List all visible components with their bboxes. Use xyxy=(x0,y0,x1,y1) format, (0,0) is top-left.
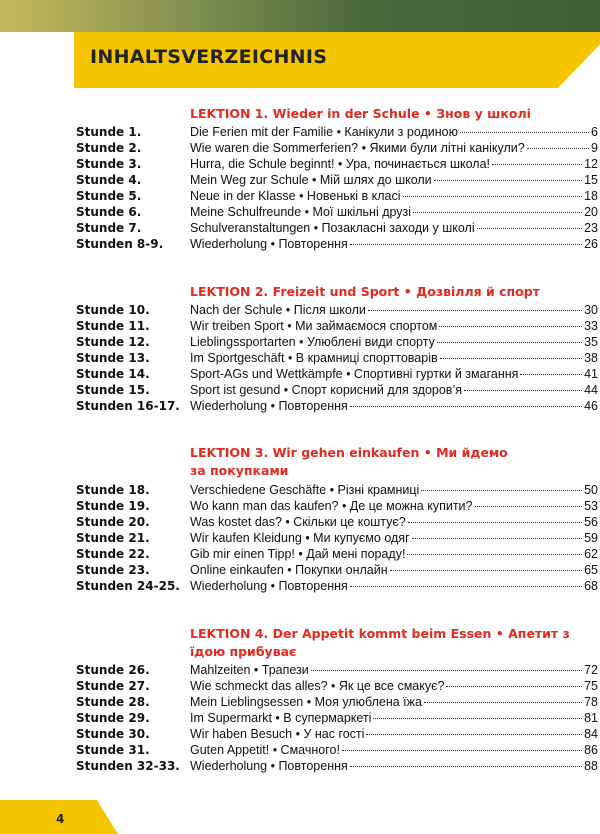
row-title: Mahlzeiten • Трапези xyxy=(190,663,309,677)
dot-leader xyxy=(413,212,582,213)
row-title: Wiederholung • Повторення xyxy=(190,759,348,773)
dot-leader xyxy=(350,406,582,407)
dot-leader xyxy=(366,734,582,735)
row-page: 65 xyxy=(584,563,598,577)
lesson-title: LEKTION 2. Freizeit und Sport • Дозвілля й спорт xyxy=(190,284,540,299)
row-page: 59 xyxy=(584,531,598,545)
row-label: Stunden 32-33. xyxy=(76,759,180,773)
row-title: Neue in der Klasse • Новенькі в класі xyxy=(190,189,401,203)
row-page: 88 xyxy=(584,759,598,773)
row-page: 38 xyxy=(584,351,598,365)
row-page: 68 xyxy=(584,579,598,593)
dot-leader xyxy=(477,228,582,229)
row-title: Sport ist gesund • Спорт корисний для здоров’я xyxy=(190,383,462,397)
row-label: Stunden 16-17. xyxy=(76,399,180,413)
toc-row[interactable] xyxy=(0,302,600,318)
toc-row[interactable] xyxy=(0,366,600,382)
row-title: Wir treiben Sport • Ми займаємося спортом xyxy=(190,319,438,333)
row-page: 12 xyxy=(584,157,598,171)
row-page: 75 xyxy=(584,679,598,693)
row-page: 56 xyxy=(584,515,598,529)
row-label: Stunden 24-25. xyxy=(76,579,180,593)
row-label: Stunde 22. xyxy=(76,547,150,561)
row-label: Stunde 21. xyxy=(76,531,150,545)
dot-leader xyxy=(373,718,582,719)
row-label: Stunde 15. xyxy=(76,383,150,397)
row-label: Stunde 20. xyxy=(76,515,150,529)
row-page: 50 xyxy=(584,483,598,497)
row-page: 53 xyxy=(584,499,598,513)
toc-row[interactable] xyxy=(0,204,600,220)
dot-leader xyxy=(475,506,583,507)
row-label: Stunde 30. xyxy=(76,727,150,741)
toc-row[interactable] xyxy=(0,140,600,156)
row-label: Stunde 10. xyxy=(76,303,150,317)
toc-row[interactable] xyxy=(0,188,600,204)
row-title: Schulveranstaltungen • Позакласні заходи у школі xyxy=(190,221,475,235)
row-page: 81 xyxy=(584,711,598,725)
toc-row[interactable] xyxy=(0,498,600,514)
row-title: Was kostet das? • Скільки це коштує? xyxy=(190,515,406,529)
dot-leader xyxy=(520,374,582,375)
dot-leader xyxy=(421,490,582,491)
dot-leader xyxy=(446,686,582,687)
toc-row[interactable] xyxy=(0,578,600,594)
dot-leader xyxy=(407,554,582,555)
toc-row[interactable] xyxy=(0,562,600,578)
row-label: Stunde 19. xyxy=(76,499,150,513)
row-page: 84 xyxy=(584,727,598,741)
row-title: Gib mir einen Tipp! • Дай мені пораду! xyxy=(190,547,406,561)
dot-leader xyxy=(412,538,582,539)
dot-leader xyxy=(390,570,582,571)
row-label: Stunde 2. xyxy=(76,141,142,155)
row-page: 18 xyxy=(584,189,598,203)
toc-row[interactable] xyxy=(0,678,600,694)
dot-leader xyxy=(311,670,582,671)
row-title: Wiederholung • Повторення xyxy=(190,399,348,413)
toc-row[interactable] xyxy=(0,172,600,188)
row-title: Mein Weg zur Schule • Мій шлях до школи xyxy=(190,173,432,187)
dot-leader xyxy=(527,148,589,149)
dot-leader xyxy=(350,586,582,587)
row-label: Stunde 1. xyxy=(76,125,142,139)
lesson-title: LEKTION 1. Wieder in der Schule • Знов у школі xyxy=(190,106,531,121)
toc-row[interactable] xyxy=(0,318,600,334)
dot-leader xyxy=(368,310,582,311)
row-page: 9 xyxy=(591,141,598,155)
row-title: Wiederholung • Повторення xyxy=(190,237,348,251)
row-label: Stunde 23. xyxy=(76,563,150,577)
toc-row[interactable] xyxy=(0,710,600,726)
toc-row[interactable] xyxy=(0,382,600,398)
row-label: Stunden 8-9. xyxy=(76,237,164,251)
dot-leader xyxy=(350,244,582,245)
row-page: 86 xyxy=(584,743,598,757)
lesson-title: LEKTION 4. Der Appetit kommt beim Essen • Апетит з їдою прибуває xyxy=(190,626,570,659)
toc-row[interactable] xyxy=(0,694,600,710)
header-band xyxy=(0,0,600,32)
toc-row[interactable] xyxy=(0,350,600,366)
row-page: 72 xyxy=(584,663,598,677)
row-label: Stunde 27. xyxy=(76,679,150,693)
row-title: Wir kaufen Kleidung • Ми купуємо одяг xyxy=(190,531,410,545)
row-title: Wie waren die Sommerferien? • Якими були літні канікули? xyxy=(190,141,525,155)
row-title: Lieblingssportarten • Улюблені види спорту xyxy=(190,335,435,349)
row-title: Im Sportgeschäft • В крамниці спорттоварів xyxy=(190,351,438,365)
row-label: Stunde 5. xyxy=(76,189,142,203)
toc-row[interactable] xyxy=(0,758,600,774)
row-title: Online einkaufen • Покупки онлайн xyxy=(190,563,388,577)
row-page: 46 xyxy=(584,399,598,413)
row-label: Stunde 28. xyxy=(76,695,150,709)
row-page: 15 xyxy=(584,173,598,187)
row-title: Wiederholung • Повторення xyxy=(190,579,348,593)
row-page: 41 xyxy=(584,367,598,381)
toc-row[interactable] xyxy=(0,530,600,546)
dot-leader xyxy=(342,750,582,751)
row-page: 62 xyxy=(584,547,598,561)
row-label: Stunde 13. xyxy=(76,351,150,365)
row-title: Hurra, die Schule beginnt! • Ура, починається школа! xyxy=(190,157,491,171)
page-title: INHALTSVERZEICHNIS xyxy=(90,46,328,68)
row-title: Guten Appetit! • Смачного! xyxy=(190,743,340,757)
row-title: Wo kann man das kaufen? • Де це можна купити? xyxy=(190,499,473,513)
toc-row[interactable] xyxy=(0,482,600,498)
dot-leader xyxy=(424,702,582,703)
row-label: Stunde 14. xyxy=(76,367,150,381)
toc-row[interactable] xyxy=(0,334,600,350)
toc-row[interactable] xyxy=(0,156,600,172)
row-title: Nach der Schule • Після школи xyxy=(190,303,366,317)
toc-row[interactable] xyxy=(0,124,600,140)
row-title: Verschiedene Geschäfte • Різні крамниці xyxy=(190,483,420,497)
row-page: 33 xyxy=(584,319,598,333)
toc-row[interactable] xyxy=(0,742,600,758)
toc-row[interactable] xyxy=(0,398,600,414)
row-label: Stunde 29. xyxy=(76,711,150,725)
row-page: 78 xyxy=(584,695,598,709)
row-title: Im Supermarkt • В супермаркеті xyxy=(190,711,372,725)
dot-leader xyxy=(439,326,582,327)
row-page: 23 xyxy=(584,221,598,235)
dot-leader xyxy=(403,196,583,197)
toc-row[interactable] xyxy=(0,236,600,252)
page-number: 4 xyxy=(56,812,65,826)
toc-row[interactable] xyxy=(0,514,600,530)
dot-leader xyxy=(437,342,582,343)
toc-row[interactable] xyxy=(0,546,600,562)
dot-leader xyxy=(350,766,582,767)
dot-leader xyxy=(440,358,582,359)
row-page: 6 xyxy=(591,125,598,139)
dot-leader xyxy=(492,164,582,165)
row-page: 30 xyxy=(584,303,598,317)
toc-row[interactable] xyxy=(0,662,600,678)
row-title: Meine Schulfreunde • Мої шкільні друзі xyxy=(190,205,412,219)
row-label: Stunde 26. xyxy=(76,663,150,677)
row-title: Wir haben Besuch • У нас гості xyxy=(190,727,365,741)
row-label: Stunde 6. xyxy=(76,205,142,219)
row-title: Sport-AGs und Wettkämpfe • Спортивні гуртки й змагання xyxy=(190,367,519,381)
dot-leader xyxy=(464,390,582,391)
row-page: 20 xyxy=(584,205,598,219)
toc-row[interactable] xyxy=(0,726,600,742)
row-label: Stunde 11. xyxy=(76,319,150,333)
row-label: Stunde 3. xyxy=(76,157,142,171)
row-label: Stunde 12. xyxy=(76,335,150,349)
row-title: Die Ferien mit der Familie • Канікули з родиною xyxy=(190,125,458,139)
row-label: Stunde 18. xyxy=(76,483,150,497)
row-label: Stunde 31. xyxy=(76,743,150,757)
lesson-title: LEKTION 3. Wir gehen einkaufen • Ми йдемо за покупками xyxy=(190,445,508,478)
dot-leader xyxy=(408,522,582,523)
row-page: 44 xyxy=(584,383,598,397)
dot-leader xyxy=(434,180,582,181)
row-title: Mein Lieblingsessen • Моя улюблена їжа xyxy=(190,695,422,709)
row-label: Stunde 7. xyxy=(76,221,142,235)
dot-leader xyxy=(460,132,589,133)
row-page: 35 xyxy=(584,335,598,349)
toc-row[interactable] xyxy=(0,220,600,236)
row-page: 26 xyxy=(584,237,598,251)
row-label: Stunde 4. xyxy=(76,173,142,187)
row-title: Wie schmeckt das alles? • Як це все смакує? xyxy=(190,679,445,693)
